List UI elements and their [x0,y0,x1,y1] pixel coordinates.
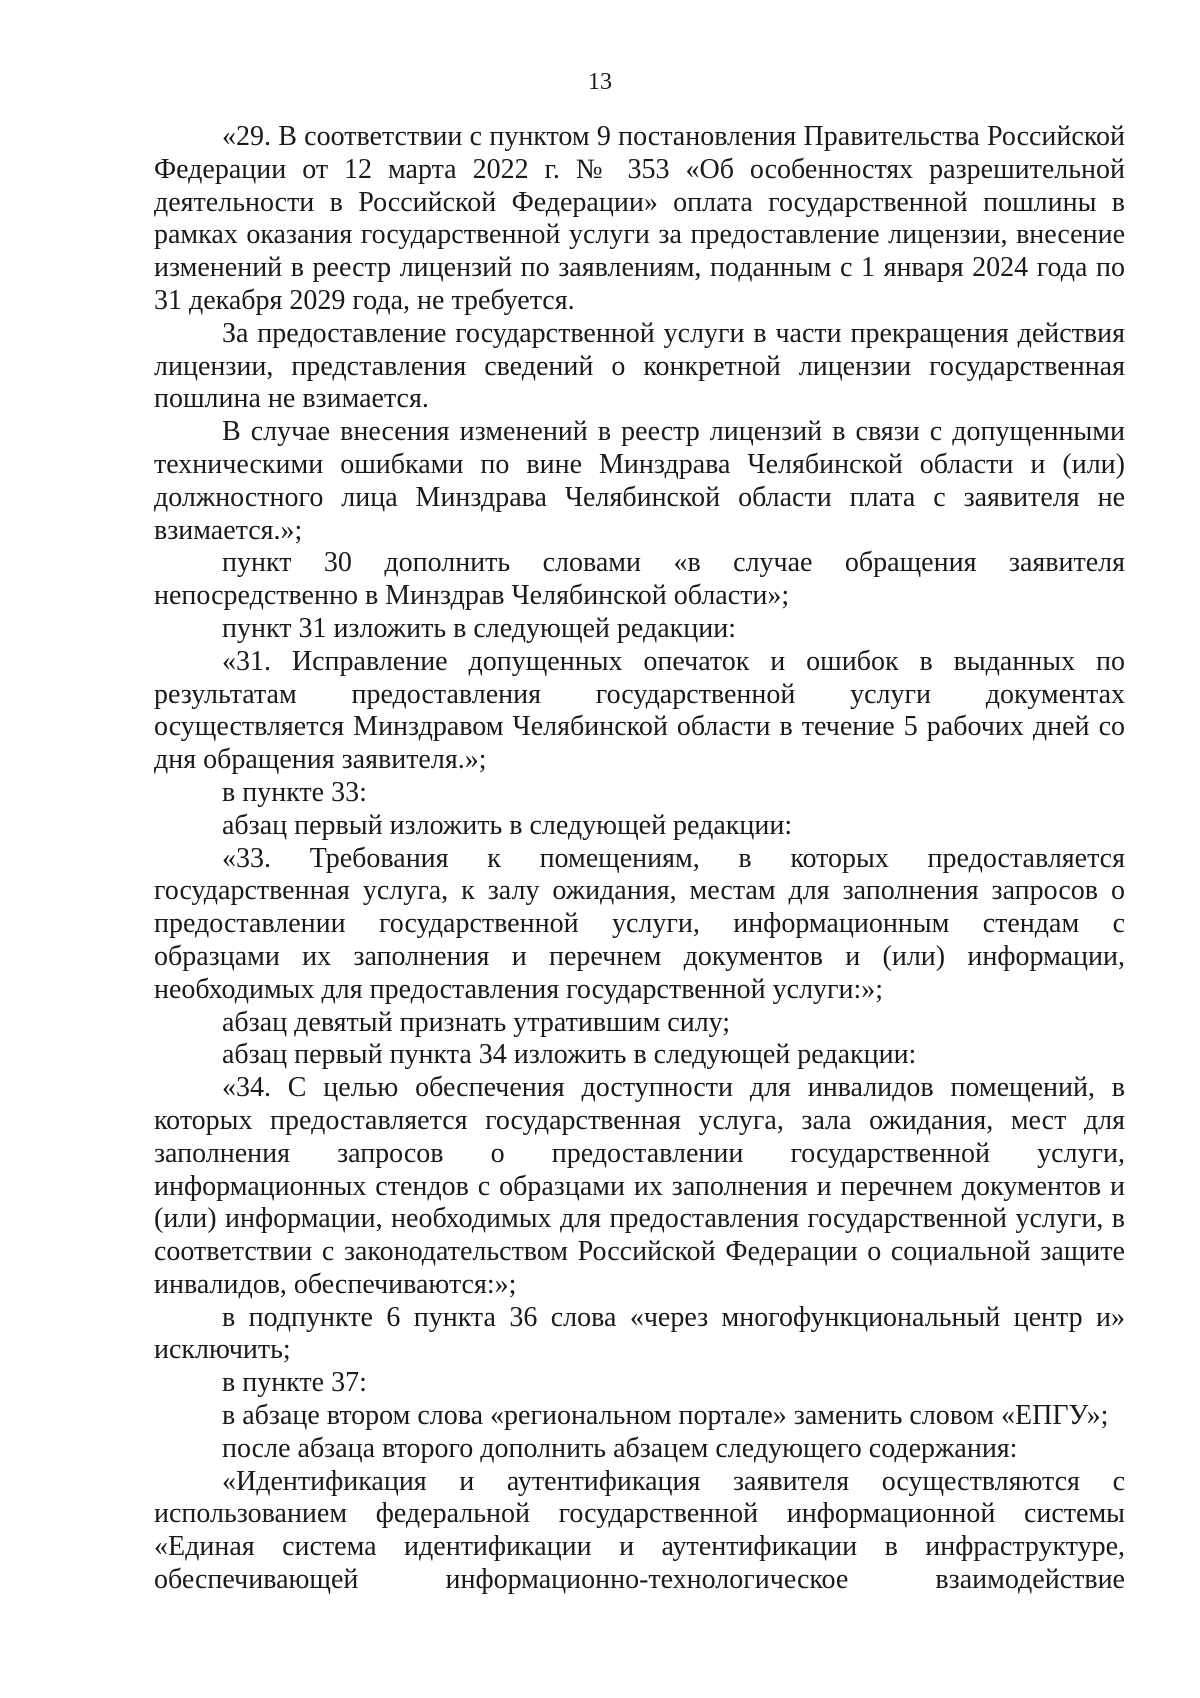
paragraph-33: «33. Требования к помещениям, в которых предоставляется государственная услуга, к залу ожидания, местам для заполнения запросов о предоставлении государственной услуги, информационным стендам с образцами их заполнения и перечнем документов и (или) информации, необходимых для предоставления государственной услуги:»; [154,842,1125,1005]
paragraph-item-37-intro: в пункте 37: [222,1367,367,1399]
paragraph-fee-exemption: За предоставление государственной услуги в части прекращения действия лицензии, представления сведений о конкретной лицензии государственная пошлина не взимается. [154,317,1125,415]
paragraph-item-36: в подпункте 6 пункта 36 слова «через многофункциональный центр и» исключить; [154,1301,1125,1366]
paragraph-item-33-first-abzac: абзац первый изложить в следующей редакции: [222,809,793,841]
paragraph-item-31-intro: пункт 31 изложить в следующей редакции: [222,612,736,644]
paragraph-31: «31. Исправление допущенных опечаток и ошибок в выданных по результатам предоставления государственной услуги документах осуществляется Минздравом Челябинской области в течение 5 рабочих дней со дня обращения заявителя.»; [154,645,1125,776]
paragraph-item-37-addition: после абзаца второго дополнить абзацем следующего содержания: [222,1432,1018,1464]
document-body [154,121,1125,1597]
paragraph-29: «29. В соответствии с пунктом 9 постановления Правительства Российской Федерации от 12 марта 2022 г. № 353 «Об особенностях разрешительной деятельности в Российской Федерации» оплата государственной пошлины в рамках оказания государственной услуги за предоставление лицензии, внесение изменений в реестр лицензий по заявлениям, поданным с 1 января 2024 года по 31 декабря 2029 года, не требуется. [154,121,1125,316]
paragraph-item-30: пункт 30 дополнить словами «в случае обращения заявителя непосредственно в Минздрав Челябинской области»; [154,547,1125,612]
paragraph-item-33-intro: в пункте 33: [222,776,367,808]
page-number: 13 [588,69,612,95]
paragraph-item-33-ninth-abzac: абзац девятый признать утратившим силу; [222,1006,731,1038]
paragraph-34: «34. С целью обеспечения доступности для инвалидов помещений, в которых предоставляется государственная услуга, зала ожидания, мест для заполнения запросов о предоставлении государственной услуги, информационных стендов с образцами их заполнения и перечнем документов и (или) информации, необходимых для предоставления государственной услуги, в соответствии с законодательством Российской Федерации о социальной защите инвалидов, обеспечиваются:»; [154,1072,1125,1300]
paragraph-item-34-intro: абзац первый пункта 34 изложить в следующей редакции: [222,1039,917,1071]
paragraph-error-correction-fee: В случае внесения изменений в реестр лицензий в связи с допущенными техническими ошибками по вине Минздрава Челябинской области и (или) должностного лица Минздрава Челябинской области плата с заявителя не взимается.»; [154,416,1125,546]
paragraph-item-37-second-abzac: в абзаце втором слова «региональном портале» заменить словом «ЕПГУ»; [222,1400,1109,1432]
paragraph-identification: «Идентификация и аутентификация заявителя осуществляются с использованием федеральной государственной информационной системы «Единая система идентификации и аутентификации в инфраструктуре, обеспечивающей информационно-технологическое взаимодействие [154,1465,1125,1596]
